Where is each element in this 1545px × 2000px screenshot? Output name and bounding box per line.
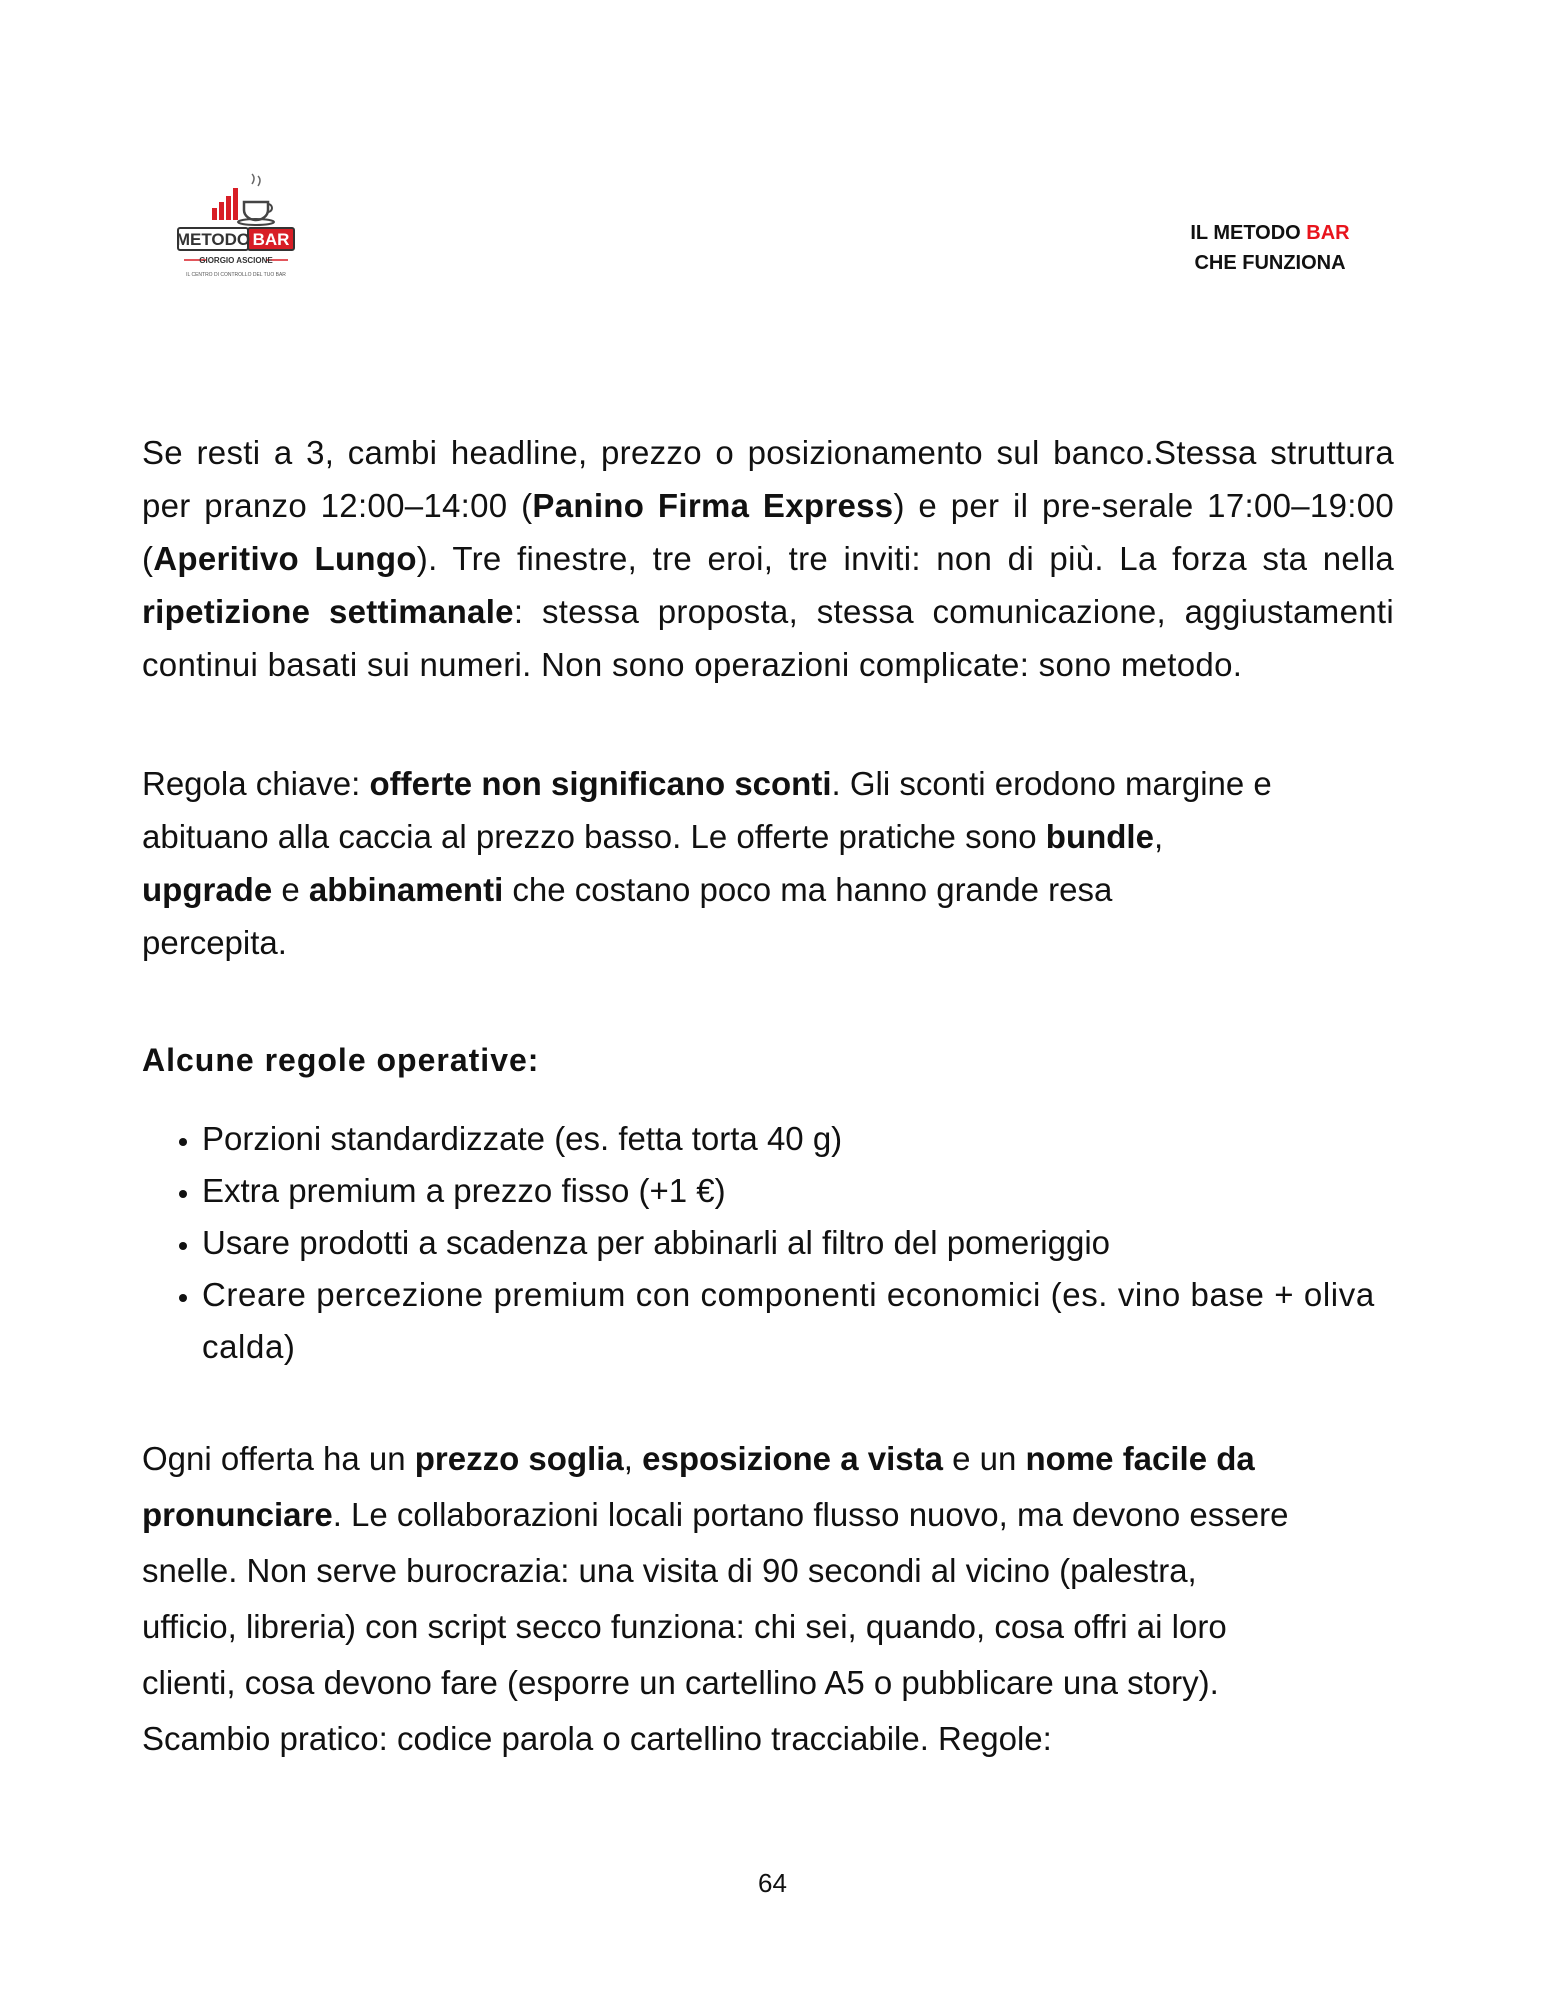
paragraph-2-line-3 bbox=[142, 863, 1394, 916]
paragraph-2-text-4: , bbox=[1153, 818, 1164, 855]
list-item: • Porzioni standardizzate (es. fetta torta 40 g) bbox=[202, 1113, 1394, 1165]
list-item: • Creare percezione premium con componenti economici (es. vino base + oliva calda) bbox=[202, 1269, 1394, 1373]
paragraph-2 bbox=[142, 757, 1394, 969]
paragraph-3-text-2: , bbox=[623, 1440, 643, 1477]
paragraph-3-line-2 bbox=[142, 1487, 1394, 1543]
page-number: 64 bbox=[758, 1868, 787, 1898]
paragraph-2-text-2: . Gli sconti erodono margine e bbox=[831, 765, 1272, 802]
header-title-line1 bbox=[1135, 218, 1405, 248]
paragraph-1-text-4: : stessa proposta, stessa comunicazione, aggiustamenti continui basati sui numeri. Non sono operazioni complicate: sono metodo. bbox=[142, 593, 1394, 683]
paragraph-3-text-3: e un bbox=[942, 1440, 1026, 1477]
paragraph-2-line-2 bbox=[142, 810, 1394, 863]
main-content bbox=[142, 426, 1394, 1767]
metodo-bar-logo bbox=[170, 170, 335, 330]
logo-brand-part2: BAR bbox=[252, 230, 290, 249]
paragraph-3-text-1: Ogni offerta ha un bbox=[142, 1440, 415, 1477]
paragraph-1-text-1: Se resti a 3, cambi headline, prezzo o posizionamento sul banco.Stessa struttura per pranzo 12:00–14:00 ( bbox=[142, 434, 1394, 524]
paragraph-1-text-3: ). Tre finestre, tre eroi, tre inviti: non di più. La forza sta nella bbox=[416, 540, 1394, 577]
logo-graphic bbox=[170, 170, 335, 330]
paragraph-3-line-5: clienti, cosa devono fare (esporre un cartellino A5 o pubblicare una story). bbox=[142, 1664, 1219, 1701]
paragraph-3 bbox=[142, 1431, 1394, 1767]
paragraph-3-bold-4: pronunciare bbox=[142, 1496, 333, 1533]
header-title bbox=[1135, 218, 1405, 278]
paragraph-1-bold-2: Aperitivo Lungo bbox=[153, 540, 417, 577]
paragraph-3-text-4: . Le collaborazioni locali portano flusso nuovo, ma devono essere bbox=[332, 1496, 1289, 1533]
logo-brand-part1: METODO bbox=[175, 230, 251, 249]
logo-author: GIORGIO ASCIONE bbox=[199, 256, 273, 265]
paragraph-2-bold-1: offerte non significano sconti bbox=[369, 765, 832, 802]
paragraph-3-line-4: ufficio, libreria) con script secco funziona: chi sei, quando, cosa offri ai loro bbox=[142, 1608, 1227, 1645]
paragraph-2-line-4: percepita. bbox=[142, 924, 287, 961]
paragraph-3-line-6: Scambio pratico: codice parola o cartellino tracciabile. Regole: bbox=[142, 1720, 1052, 1757]
paragraph-2-text-6: che costano poco ma hanno grande resa bbox=[503, 871, 1113, 908]
list-item: • Extra premium a prezzo fisso (+1 €) bbox=[202, 1165, 1394, 1217]
header-title-prefix: IL METODO bbox=[1190, 222, 1307, 244]
paragraph-1-bold-3: ripetizione settimanale bbox=[142, 593, 514, 630]
paragraph-1 bbox=[142, 426, 1394, 691]
header-title-line2: CHE FUNZIONA bbox=[1194, 252, 1346, 274]
paragraph-3-bold-2: esposizione a vista bbox=[642, 1440, 943, 1477]
header-title-accent: BAR bbox=[1306, 222, 1350, 244]
paragraph-3-line-1 bbox=[142, 1431, 1394, 1487]
list-item: • Usare prodotti a scadenza per abbinarli al filtro del pomeriggio bbox=[202, 1217, 1394, 1269]
rules-heading: Alcune regole operative: bbox=[142, 1042, 540, 1078]
paragraph-2-text-3: abituano alla caccia al prezzo basso. Le offerte pratiche sono bbox=[142, 818, 1046, 855]
paragraph-3-bold-3: nome facile da bbox=[1025, 1440, 1255, 1477]
paragraph-2-text-1: Regola chiave: bbox=[142, 765, 370, 802]
paragraph-3-line-3: snelle. Non serve burocrazia: una visita di 90 secondi al vicino (palestra, bbox=[142, 1552, 1197, 1589]
paragraph-2-bold-3: upgrade bbox=[142, 871, 273, 908]
paragraph-2-bold-4: abbinamenti bbox=[308, 871, 504, 908]
paragraph-2-bold-2: bundle bbox=[1045, 818, 1154, 855]
paragraph-1-bold-1: Panino Firma Express bbox=[532, 487, 894, 524]
paragraph-2-line-1 bbox=[142, 757, 1394, 810]
paragraph-1-text-2: ) e per il pre-serale 17:00–19:00 ( bbox=[142, 487, 1394, 577]
logo-tagline: IL CENTRO DI CONTROLLO DEL TUO BAR bbox=[186, 272, 286, 278]
paragraph-3-bold-1: prezzo soglia bbox=[414, 1440, 624, 1477]
paragraph-2-text-5: e bbox=[272, 871, 309, 908]
rules-list bbox=[142, 1113, 1394, 1373]
